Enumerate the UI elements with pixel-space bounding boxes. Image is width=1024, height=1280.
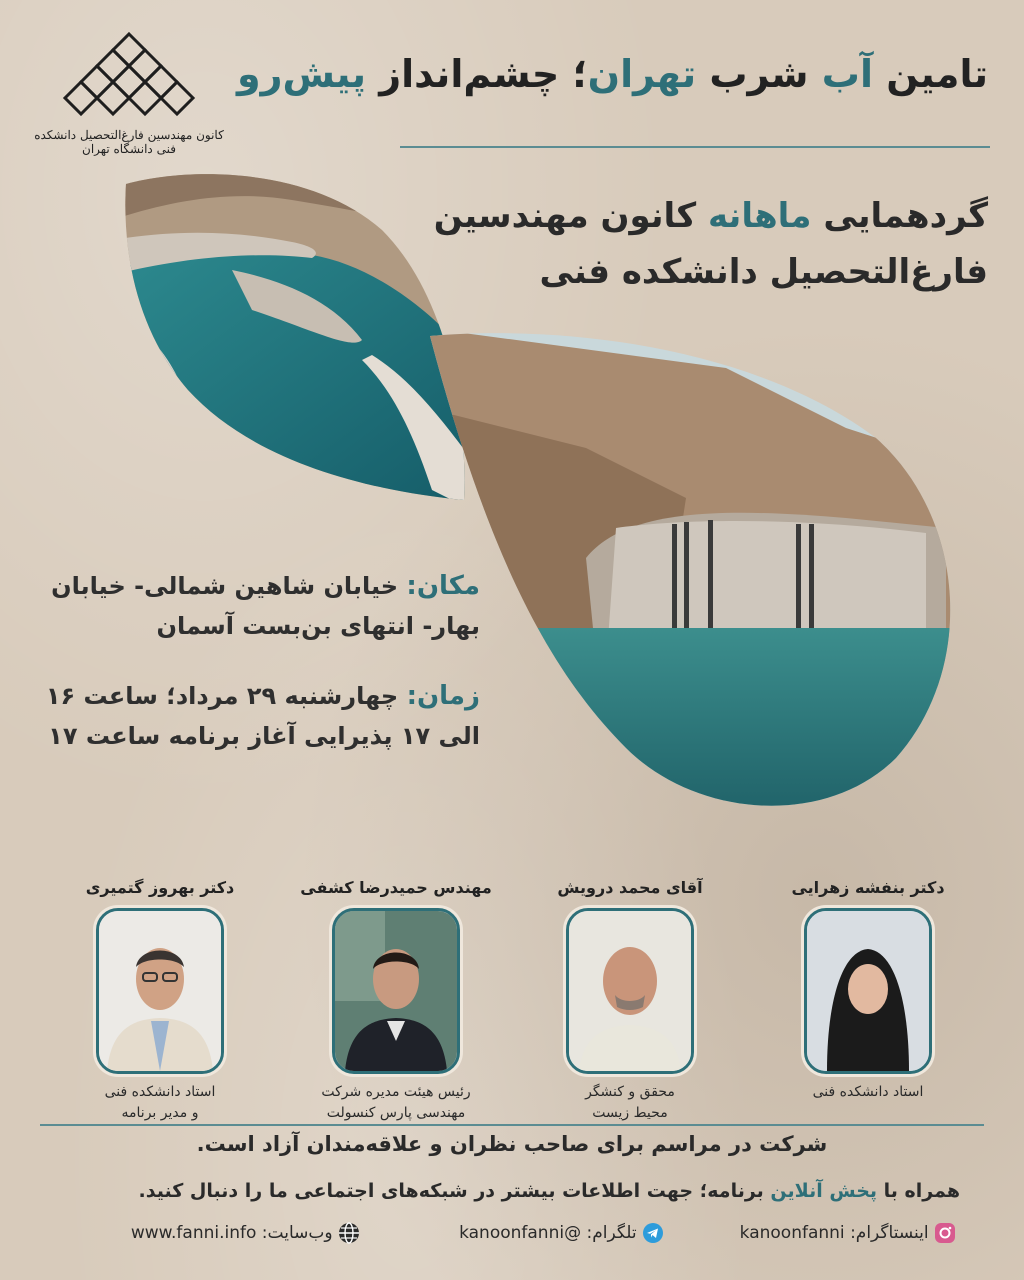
venue-info: [30, 566, 480, 646]
speaker-name: مهندس حمیدرضا کشفی: [300, 878, 492, 897]
speaker-role: رئیس هیئت مدیره شرکت مهندسی پارس کنسولت: [321, 1084, 471, 1121]
reservoir-photo: [112, 160, 472, 510]
dam-photo: [426, 328, 970, 828]
venue-label: مکان:: [406, 571, 480, 601]
speaker-photo: [96, 908, 224, 1074]
speaker-role: استاد دانشکده فنی: [812, 1084, 924, 1100]
time-text: چهارشنبه ۲۹ مرداد؛ ساعت ۱۶ الی ۱۷ پذیرایی آغاز برنامه ساعت ۱۷: [45, 682, 480, 750]
speaker-name: دکتر بهروز گتمیری: [85, 878, 235, 897]
subtitle-word: گردهمایی: [823, 196, 988, 236]
telegram-link[interactable]: [459, 1222, 664, 1244]
telegram-handle[interactable]: @kanoonfanni: [459, 1223, 582, 1243]
telegram-label: تلگرام:: [586, 1223, 637, 1243]
speaker-photo: [804, 908, 932, 1074]
speaker-card: [50, 876, 270, 1124]
subtitle-word: کانون مهندسین: [433, 196, 697, 236]
speaker-photo: [332, 908, 460, 1074]
footer-follow-note: [60, 1180, 960, 1202]
subtitle-word-highlight: ماهانه: [707, 196, 812, 236]
speaker-card: [758, 876, 978, 1103]
footer-text-highlight: پخش آنلاین: [770, 1180, 878, 1202]
subtitle-line: فارغ‌التحصیل دانشکده فنی: [539, 252, 988, 292]
instagram-link[interactable]: [740, 1222, 956, 1244]
page-title: [237, 52, 988, 96]
title-word-highlight: پیش‌رو: [236, 52, 366, 96]
speaker-role: محقق و کنشگر محیط زیست: [585, 1084, 675, 1121]
instagram-handle[interactable]: kanoonfanni: [739, 1223, 845, 1243]
footer-text: برنامه؛ جهت اطلاعات بیشتر در شبکه‌های اجتماعی ما را دنبال کنید.: [138, 1180, 764, 1202]
globe-icon: [338, 1222, 360, 1244]
title-word: شرب: [709, 52, 809, 96]
title-word-highlight: تهران: [587, 52, 697, 96]
speaker-photo: [566, 908, 694, 1074]
title-word-highlight: آب: [821, 52, 873, 96]
title-word: ؛ چشم‌انداز: [379, 52, 588, 96]
instagram-label: اینستاگرام:: [850, 1223, 929, 1243]
speaker-name: آقای محمد درویش: [557, 878, 703, 897]
footer-text: همراه با: [883, 1180, 960, 1202]
website-label: وب‌سایت:: [261, 1223, 333, 1243]
instagram-icon: [934, 1222, 956, 1244]
venue-text: خیابان شاهین شمالی- خیابان بهار- انتهای بن‌بست آسمان: [51, 572, 480, 640]
time-info: [30, 676, 480, 756]
logo-caption: کانون مهندسین فارغ‌التحصیل دانشکده فنی دانشگاه تهران: [34, 128, 224, 156]
speaker-role: استاد دانشکده فنی و مدیر برنامه: [104, 1084, 216, 1121]
speaker-name: دکتر بنفشه زهرایی: [791, 878, 945, 897]
telegram-icon: [642, 1222, 664, 1244]
website-url[interactable]: www.fanni.info: [130, 1223, 257, 1243]
divider: [40, 1124, 984, 1126]
footer-notice: شرکت در مراسم برای صاحب نظران و علاقه‌مندان آزاد است.: [196, 1132, 828, 1156]
speaker-card: [520, 876, 740, 1124]
time-label: زمان:: [406, 681, 480, 711]
website-link[interactable]: [131, 1222, 360, 1244]
divider: [400, 146, 990, 148]
speaker-card: [286, 876, 506, 1124]
title-word: تامین: [886, 52, 988, 96]
